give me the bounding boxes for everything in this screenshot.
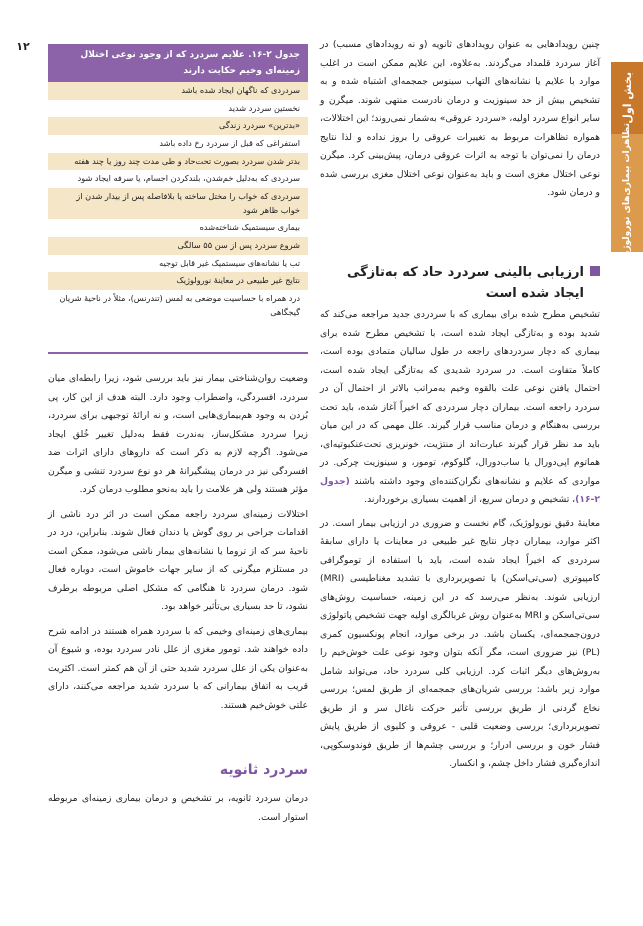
paragraph: درمان سردرد ثانویه، بر تشخیص و درمان بیماری زمینه‌ای مربوطه استوار است. bbox=[48, 793, 308, 823]
right-column-bottom bbox=[320, 306, 600, 779]
table-row: درد همراه با حساسیت موضعی به لمس (تندرنس)، مثلاً در ناحیهٔ شریان گیجگاهی bbox=[48, 290, 308, 321]
table-row: نخستین سردرد شدید bbox=[48, 100, 308, 118]
secondary-headache-heading: سردرد ثانویه bbox=[219, 762, 308, 778]
paragraph: معاینهٔ دقیق نورولوژیک، گام نخست و ضروری در ارزیابی بیمار است. در اکثر موارد، بیماران دچار نتایج غیر طبیعی در معاینات یا دارای سابقهٔ سردردی که اخیراً ایجاد شده است، باید با استفاده از توموگرافی کامپیوتری (سی‌تی‌اسکن) یا تصویربرداری با تشدید مغناطیسی (MRI) ارزیابی شوند. به‌نظر می‌رسد که در این زمینه، حساسیت روش‌های سی‌تی‌اسکن و MRI به‌عنوان روش غربالگری اولیه جهت تشخیص پاتولوژی درون‌جمجمه‌ای، یکسان باشد. در برخی موارد، انجام پونکسیون کمری (PL) نیز ضروری است، مگر آنکه بتوان وجود نوعی علت خوش‌خیم را به‌روش‌های دیگر اثبات کرد. ارزیابی کلی سردرد حاد، می‌تواند شامل موارد زیر باشد: بررسی شریان‌های جمجمه‌ای از طریق لمس؛ بررسی نخاع گردنی از طریق بررسی تأثیر حرکت ناغال سر و از طریق تصویربرداری؛ بررسی وضعیت قلبی - عروقی و کلیوی از طریق پایش فشار خون و بررسی ادرار؛ و بررسی چشم‌ها از طریق فوندوسکوپی، اندازه‌گیری فشار داخل چشم، و انکسار. bbox=[320, 517, 600, 769]
section-heading-block bbox=[320, 262, 600, 304]
paragraph-text: تشخیص مطرح شده برای بیماری که با سردردی جدید مراجعه می‌کند که شدید بوده و به‌تازگی ایجاد شده است، با تشخیص مطرح شده برای بیماری که دچار سردردهای راجعه در طول سالیان متمادی بوده است، کاملاً متفاوت است. در سردرد شدیدی که به‌تازگی ایجاد شده است، احتمال یافتن نوعی علت بالقوه وخیم به‌مراتب بالاتر از احتمال آن در سردرد راجعه است. بیماران دچار سردردی که اخیراً آغاز شده، باید تحت بررسی به‌هنگام و درمان مناسب قرار گیرند. علل مهمی که در این میان باید مد نظر قرار گیرند عبارت‌اند از منتژیت، خونریزی تحت‌عنکبوتیه‌ای، هماتوم اپی‌دورال یا ساب‌دورال، گلوکوم، تومور، و سینوزیت چرکی. در مواردی که علایم و نشانه‌های نگران‌کننده‌ای وجود داشته باشند bbox=[320, 309, 600, 487]
table-caption: جدول ۲-۱۶. علایم سردرد که از وجود نوعی اختلال زمینه‌ای وخیم حکایت دارند bbox=[48, 44, 308, 82]
table-row: «بدترین» سردرد زندگی bbox=[48, 117, 308, 135]
paragraph: بیماری‌های زمینه‌ای وخیمی که با سردرد همراه هستند در ادامه شرح داده خواهند شد. تومور مغزی از علل نادر سردرد بوده، و شیوع آن به‌عنوان یکی از علل سردرد شدید حتی از آن هم کمتر است. اکثریت قریب به اتفاق بیمارانی که با سردرد شدید مراجعه می‌کنند، دارای علتی خوش‌خیم هستند. bbox=[48, 625, 308, 711]
table-reference-link[interactable]: (جدول ۲-۱۶) bbox=[320, 475, 600, 505]
table-row: نتایج غیر طبیعی در معاینهٔ نورولوژیک bbox=[48, 272, 308, 290]
paragraph: چنین رویدادهایی به عنوان رویدادهای ثانویه (و نه رویدادهای مسبب) در آغاز سردرد قلمداد می‌گردند. به‌علاوه، این علایم ممکن است در اغلب موارد با علایم یا نشانه‌های التهاب سینوس جمجمه‌ای اشتباه شده و به تشخیص بیش از حد سینوزیت و درمان نادرست منتهی شوند. میگرن و سایر انواع سردرد اولیه، «سردرد عروقی» به‌شمار نمی‌روند؛ این اختلالات، همواره تظاهرات مربوط به تغییرات عروقی را بروز نداده و لذا نتایج درمان را نمی‌توان با توجه به اثرات عروقی درمان، پیش‌بینی کرد. میگرن نوعی اختلال مغزی است و باید به‌عنوان نوعی اختلال مغزی بررسی شده و درمان شود. bbox=[320, 39, 600, 198]
chapter-label: تظاهرات بیماری‌های نورولوژیک bbox=[622, 122, 632, 264]
table-row: سردردی که ناگهان ایجاد شده باشد bbox=[48, 82, 308, 100]
table-row: شروع سردرد پس از سن ۵۵ سالگی bbox=[48, 237, 308, 255]
paragraph-text: ، تشخیص و درمان سریع، از اهمیت بسیاری برخوردارند. bbox=[364, 494, 576, 505]
paragraph: وضعیت روان‌شناختی بیمار نیز باید بررسی شود، زیرا رابطه‌ای میان سردرد، افسردگی، واضطراب وجود دارد. البته هدف از این کار، پی بُردن به وجود هم‌بیماری‌هایی است، و نه ارائهٔ توجیهی برای سردرد، زیرا سردرد مشکل‌ساز، به‌ندرت فقط به‌دلیل تغییر خُلق ایجاد می‌شود. اگرچه لازم به ذکر است که داروهای دارای اثرات ضد افسردگی نیز در درمان پیشگیرانهٔ هر دو نوع سردرد تنشی و میگرن مؤثر هستند ولی هر علامت را باید به‌نحو مطلوب درمان کرد. bbox=[48, 373, 308, 495]
right-column-top bbox=[320, 36, 600, 208]
table-divider bbox=[48, 352, 308, 354]
chapter-side-tab bbox=[611, 62, 643, 264]
heading-square-icon bbox=[590, 266, 600, 276]
part-label: بخش اول bbox=[620, 72, 634, 124]
left-column bbox=[48, 370, 308, 721]
table-row: استفراغی که قبل از سردرد رخ داده باشد bbox=[48, 135, 308, 153]
warning-signs-table bbox=[48, 44, 308, 321]
table-row: بیماری سیستمیک شناخته‌شده bbox=[48, 219, 308, 237]
chapter-label-box bbox=[611, 122, 643, 264]
page-number: ۱۲ bbox=[16, 40, 30, 53]
table-row: بدتر شدن سردرد بصورت تحت‌حاد و طی مدت چند روز یا چند هفته bbox=[48, 153, 308, 171]
left-column-end bbox=[48, 790, 308, 833]
paragraph bbox=[320, 306, 600, 510]
section-heading: ارزیابی بالینی سردرد حاد که به‌تازگی ایجاد شده است bbox=[346, 265, 584, 301]
table-row: سردردی که به‌دلیل خم‌شدن، بلندکردن اجسام، یا سرفه ایجاد شود bbox=[48, 170, 308, 188]
table-row: سردردی که خواب را مختل ساخته یا بلافاصله پس از بیدار شدن از خواب ظاهر شود bbox=[48, 188, 308, 219]
table-row: تب یا نشانه‌های سیستمیک غیر قابل توجیه bbox=[48, 255, 308, 273]
paragraph: اختلالات زمینه‌ای سردرد راجعه ممکن است در اثر درد ناشی از اقدامات جراحی بر روی گوش یا دندان فعال شوند. بنابراین، درد در ناحیهٔ سر که از تروما یا نشانه‌های بیمار ناشی می‌شود، ممکن است در مستلزم میگرنی که از سایر جهات خاموش است، دوباره فعال شود. درمان سردرد تا هنگامی که مشکل اصلی مربوطه برطرف نشود، تا حد بسیاری بی‌تأثیر خواهد بود. bbox=[48, 508, 308, 612]
